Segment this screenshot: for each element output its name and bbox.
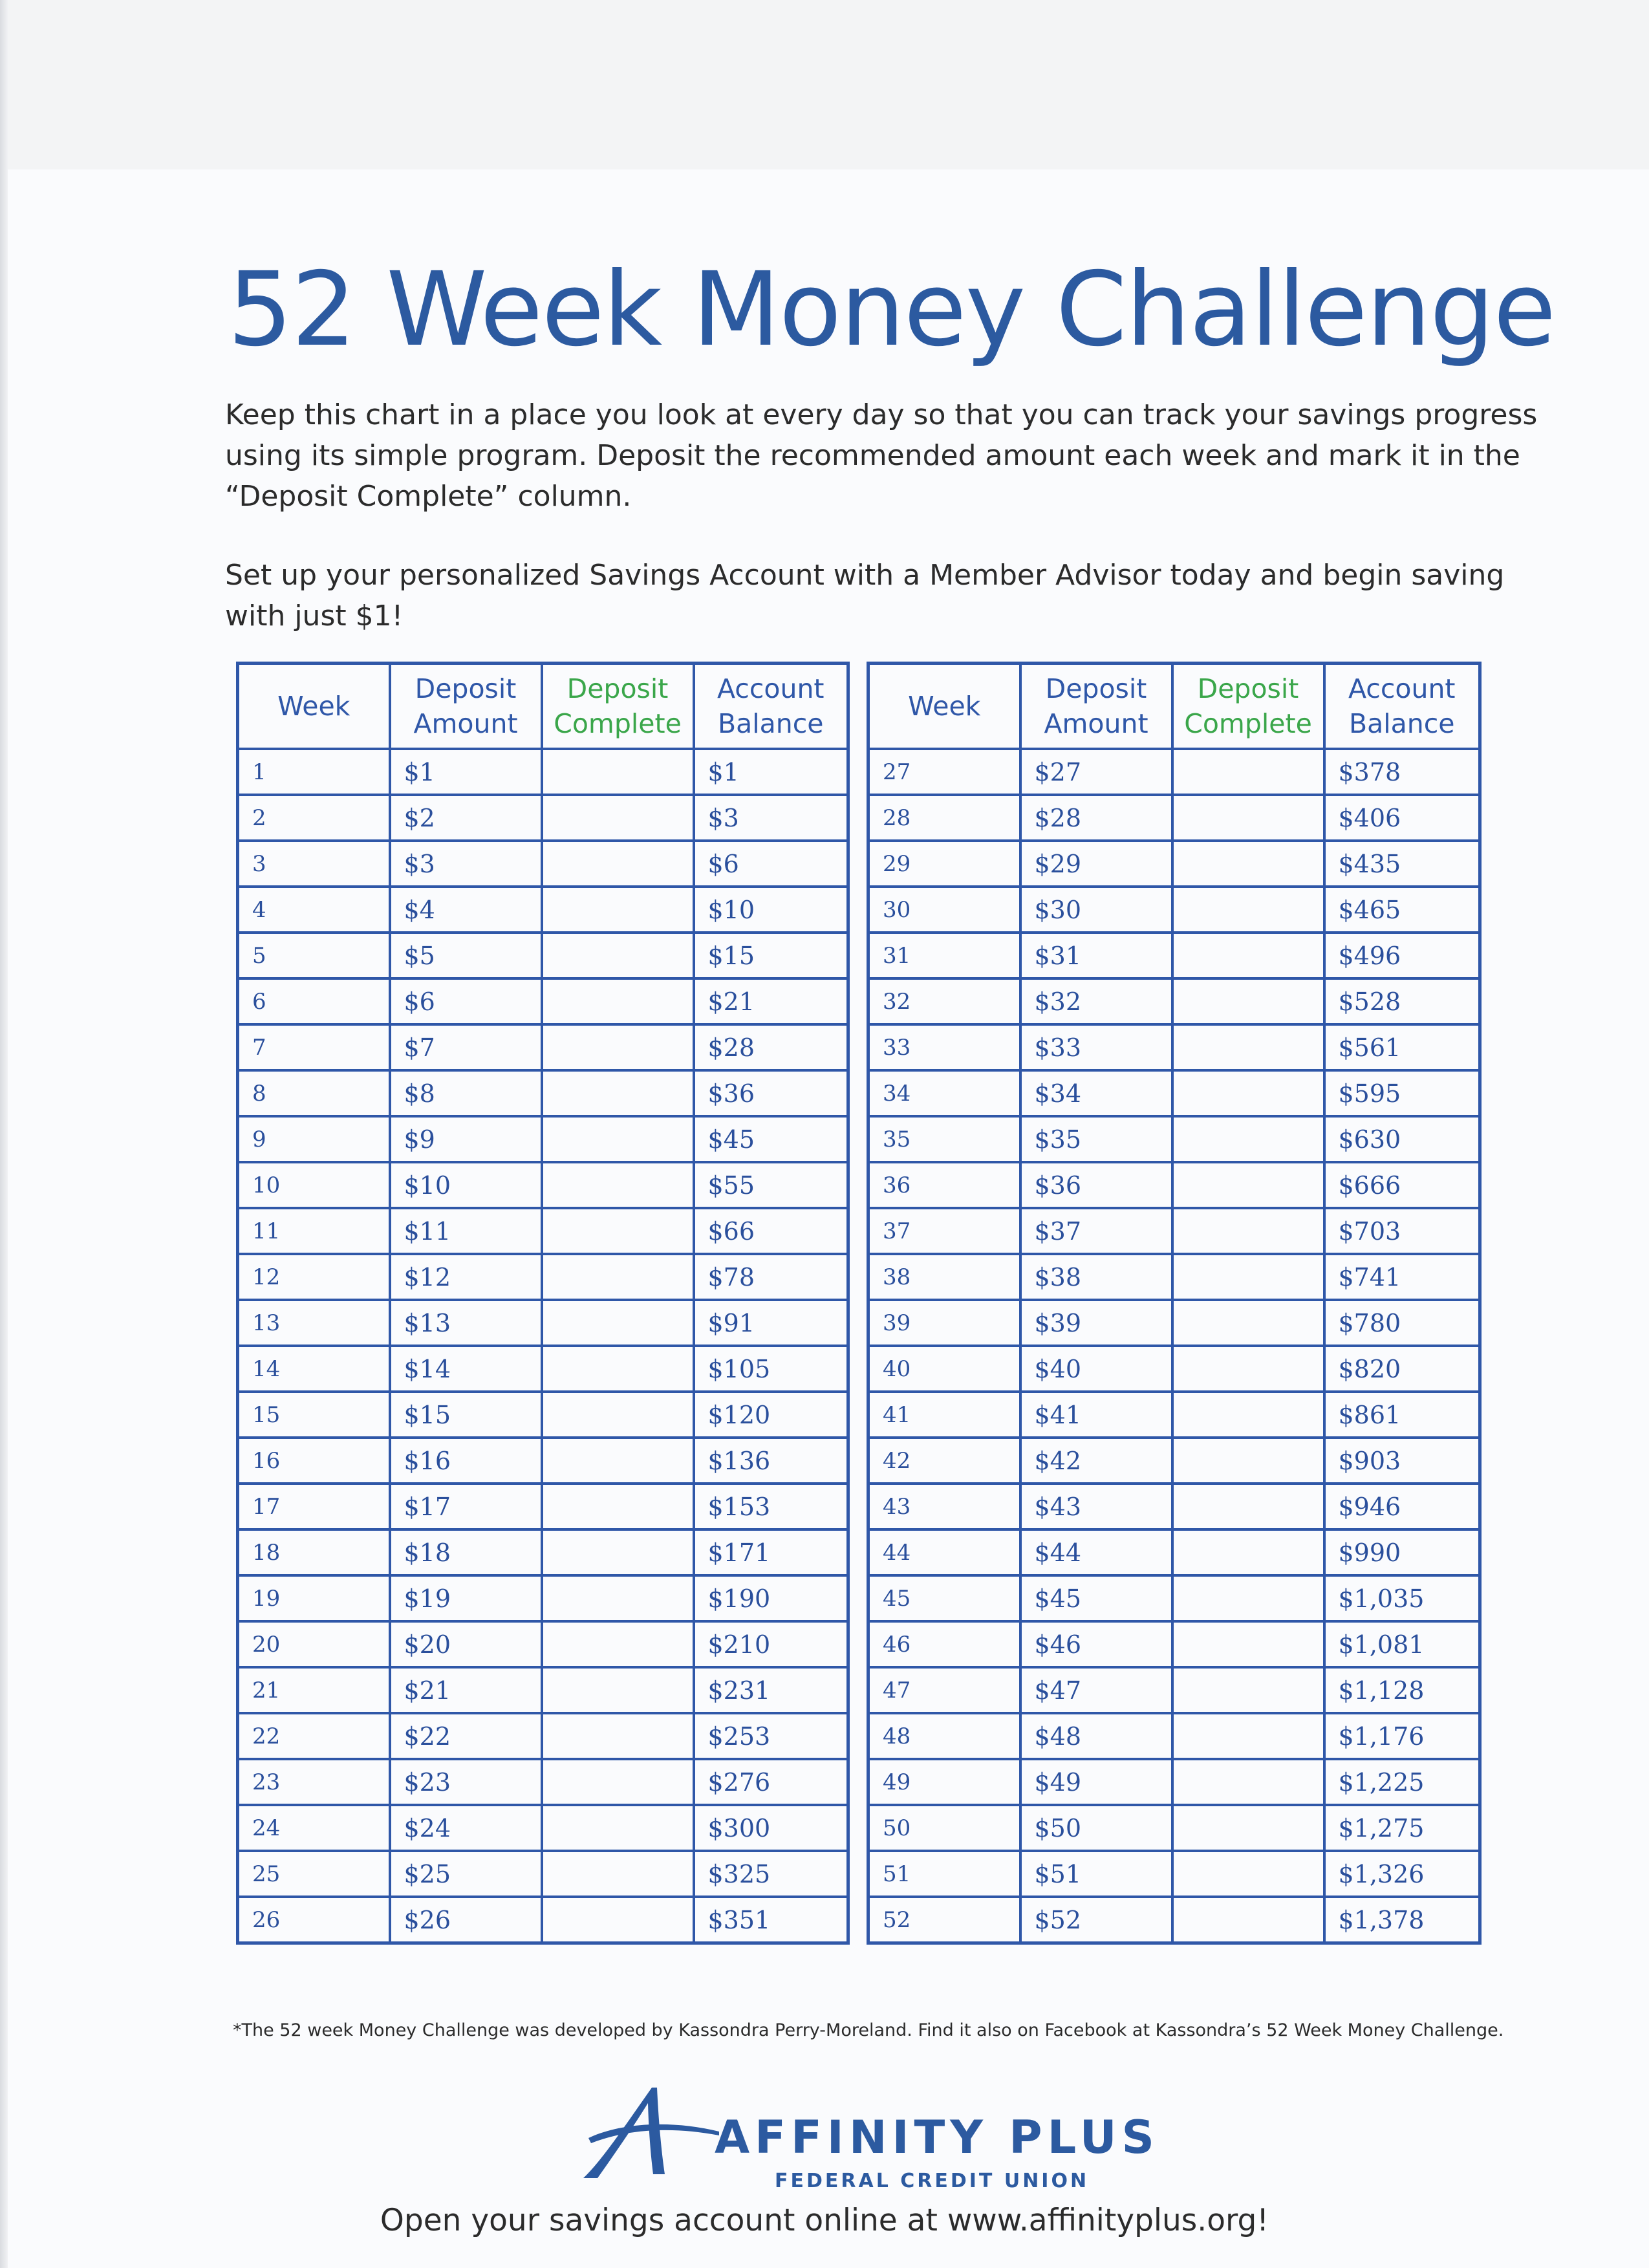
account-balance-cell: $325 — [694, 1851, 848, 1897]
deposit-amount-cell: $14 — [390, 1346, 542, 1392]
table-row — [868, 1575, 1480, 1621]
deposit-amount-cell: $5 — [390, 933, 542, 978]
deposit-amount-cell: $15 — [390, 1392, 542, 1438]
table-row — [238, 1024, 848, 1070]
account-balance-cell: $231 — [694, 1667, 848, 1713]
account-balance-cell: $1,081 — [1324, 1621, 1480, 1667]
deposit-amount-header: Deposit Amount — [390, 664, 542, 750]
deposit-amount-cell: $30 — [1020, 887, 1172, 933]
week-cell: 1 — [238, 749, 390, 795]
table-row — [238, 841, 848, 887]
table-row — [868, 1529, 1480, 1575]
deposit-complete-cell[interactable] — [1172, 1162, 1324, 1208]
call-to-action: Open your savings account online at www.affinityplus.org! — [380, 2203, 1269, 2238]
table-row — [868, 1805, 1480, 1851]
deposit-amount-cell: $40 — [1020, 1346, 1172, 1392]
deposit-complete-cell[interactable] — [542, 1667, 694, 1713]
week-cell: 10 — [238, 1162, 390, 1208]
deposit-complete-cell[interactable] — [1172, 1392, 1324, 1438]
deposit-complete-cell[interactable] — [1172, 1116, 1324, 1162]
table-row — [868, 1162, 1480, 1208]
week-cell: 27 — [868, 749, 1020, 795]
deposit-complete-cell[interactable] — [1172, 1621, 1324, 1667]
table-row — [868, 1438, 1480, 1484]
week-cell: 22 — [238, 1713, 390, 1759]
week-cell: 31 — [868, 933, 1020, 978]
account-balance-cell: $1,128 — [1324, 1667, 1480, 1713]
week-cell: 29 — [868, 841, 1020, 887]
deposit-amount-cell: $36 — [1020, 1162, 1172, 1208]
week-header: Week — [868, 664, 1020, 750]
table-row — [238, 1897, 848, 1943]
deposit-complete-cell[interactable] — [542, 1392, 694, 1438]
table-row — [868, 749, 1480, 795]
deposit-amount-cell: $39 — [1020, 1300, 1172, 1346]
savings-table-weeks-27-52 — [867, 662, 1482, 1945]
deposit-complete-cell[interactable] — [1172, 887, 1324, 933]
table-row — [868, 1713, 1480, 1759]
account-balance-cell: $190 — [694, 1575, 848, 1621]
week-cell: 12 — [238, 1254, 390, 1300]
account-balance-cell: $276 — [694, 1759, 848, 1805]
week-cell: 35 — [868, 1116, 1020, 1162]
week-cell: 24 — [238, 1805, 390, 1851]
account-balance-cell: $990 — [1324, 1529, 1480, 1575]
deposit-amount-cell: $31 — [1020, 933, 1172, 978]
deposit-complete-cell[interactable] — [1172, 933, 1324, 978]
week-cell: 14 — [238, 1346, 390, 1392]
deposit-complete-cell[interactable] — [1172, 1759, 1324, 1805]
deposit-amount-cell: $4 — [390, 887, 542, 933]
deposit-complete-cell[interactable] — [1172, 978, 1324, 1024]
affinity-a-logo-icon — [576, 2084, 724, 2181]
account-balance-cell: $1,326 — [1324, 1851, 1480, 1897]
table-row — [238, 1254, 848, 1300]
deposit-complete-cell[interactable] — [542, 1024, 694, 1070]
account-balance-cell: $1,176 — [1324, 1713, 1480, 1759]
account-balance-cell: $78 — [694, 1254, 848, 1300]
week-cell: 20 — [238, 1621, 390, 1667]
table-row — [238, 1759, 848, 1805]
deposit-amount-cell: $45 — [1020, 1575, 1172, 1621]
account-balance-cell: $21 — [694, 978, 848, 1024]
table-row — [238, 1300, 848, 1346]
week-cell: 9 — [238, 1116, 390, 1162]
table-row — [238, 978, 848, 1024]
account-balance-cell: $820 — [1324, 1346, 1480, 1392]
account-balance-cell: $136 — [694, 1438, 848, 1484]
week-header: Week — [238, 664, 390, 750]
week-cell: 44 — [868, 1529, 1020, 1575]
deposit-complete-header: Deposit Complete — [542, 664, 694, 750]
week-cell: 3 — [238, 841, 390, 887]
deposit-amount-cell: $35 — [1020, 1116, 1172, 1162]
week-cell: 6 — [238, 978, 390, 1024]
week-cell: 51 — [868, 1851, 1020, 1897]
deposit-amount-cell: $43 — [1020, 1484, 1172, 1529]
table-row — [238, 1208, 848, 1254]
deposit-amount-cell: $37 — [1020, 1208, 1172, 1254]
account-balance-cell: $45 — [694, 1116, 848, 1162]
table-row — [868, 1346, 1480, 1392]
account-balance-cell: $528 — [1324, 978, 1480, 1024]
deposit-complete-cell[interactable] — [542, 1438, 694, 1484]
deposit-amount-cell: $38 — [1020, 1254, 1172, 1300]
deposit-amount-cell: $24 — [390, 1805, 542, 1851]
deposit-amount-header: Deposit Amount — [1020, 664, 1172, 750]
deposit-amount-cell: $3 — [390, 841, 542, 887]
deposit-complete-cell[interactable] — [1172, 1208, 1324, 1254]
deposit-complete-cell[interactable] — [542, 1484, 694, 1529]
deposit-amount-cell: $2 — [390, 795, 542, 841]
deposit-complete-cell[interactable] — [1172, 1484, 1324, 1529]
deposit-complete-cell[interactable] — [542, 933, 694, 978]
account-balance-cell: $903 — [1324, 1438, 1480, 1484]
table-row — [238, 1484, 848, 1529]
table-row — [238, 887, 848, 933]
deposit-amount-cell: $13 — [390, 1300, 542, 1346]
table-row — [868, 978, 1480, 1024]
account-balance-cell: $595 — [1324, 1070, 1480, 1116]
table-row — [238, 1851, 848, 1897]
deposit-complete-cell[interactable] — [1172, 1667, 1324, 1713]
table-row — [868, 1667, 1480, 1713]
table-row — [868, 1116, 1480, 1162]
week-cell: 19 — [238, 1575, 390, 1621]
week-cell: 13 — [238, 1300, 390, 1346]
footnote: *The 52 week Money Challenge was developed by Kassondra Perry-Moreland. Find it also on Facebook at Kassondra’s 52 Week Money Challenge. — [233, 2020, 1504, 2040]
week-cell: 34 — [868, 1070, 1020, 1116]
account-balance-cell: $946 — [1324, 1484, 1480, 1529]
account-balance-cell: $210 — [694, 1621, 848, 1667]
deposit-complete-cell[interactable] — [1172, 1851, 1324, 1897]
deposit-complete-header: Deposit Complete — [1172, 664, 1324, 750]
deposit-amount-cell: $49 — [1020, 1759, 1172, 1805]
week-cell: 11 — [238, 1208, 390, 1254]
table-row — [238, 1162, 848, 1208]
deposit-complete-cell[interactable] — [542, 795, 694, 841]
account-balance-cell: $561 — [1324, 1024, 1480, 1070]
table-row — [868, 1897, 1480, 1943]
week-cell: 4 — [238, 887, 390, 933]
table-row — [238, 1805, 848, 1851]
table-row — [238, 933, 848, 978]
week-cell: 8 — [238, 1070, 390, 1116]
week-cell: 38 — [868, 1254, 1020, 1300]
deposit-complete-cell[interactable] — [1172, 1897, 1324, 1943]
deposit-complete-cell[interactable] — [542, 1897, 694, 1943]
table-row — [868, 795, 1480, 841]
table-row — [868, 1392, 1480, 1438]
deposit-amount-cell: $21 — [390, 1667, 542, 1713]
week-cell: 40 — [868, 1346, 1020, 1392]
account-balance-cell: $1,275 — [1324, 1805, 1480, 1851]
deposit-complete-cell[interactable] — [1172, 749, 1324, 795]
deposit-amount-cell: $46 — [1020, 1621, 1172, 1667]
deposit-amount-cell: $16 — [390, 1438, 542, 1484]
week-cell: 30 — [868, 887, 1020, 933]
deposit-complete-cell[interactable] — [1172, 1438, 1324, 1484]
table-row — [238, 1529, 848, 1575]
deposit-complete-cell[interactable] — [542, 1529, 694, 1575]
week-cell: 18 — [238, 1529, 390, 1575]
week-cell: 42 — [868, 1438, 1020, 1484]
deposit-complete-cell[interactable] — [542, 1116, 694, 1162]
table-row — [238, 1667, 848, 1713]
account-balance-cell: $3 — [694, 795, 848, 841]
week-cell: 23 — [238, 1759, 390, 1805]
account-balance-cell: $861 — [1324, 1392, 1480, 1438]
deposit-complete-cell[interactable] — [542, 978, 694, 1024]
table-row — [868, 1070, 1480, 1116]
account-balance-cell: $496 — [1324, 933, 1480, 978]
deposit-complete-cell[interactable] — [1172, 795, 1324, 841]
deposit-amount-cell: $9 — [390, 1116, 542, 1162]
deposit-amount-cell: $22 — [390, 1713, 542, 1759]
deposit-complete-cell[interactable] — [1172, 1300, 1324, 1346]
table-row — [238, 1346, 848, 1392]
week-cell: 15 — [238, 1392, 390, 1438]
deposit-complete-cell[interactable] — [542, 1208, 694, 1254]
deposit-amount-cell: $1 — [390, 749, 542, 795]
account-balance-cell: $66 — [694, 1208, 848, 1254]
account-balance-cell: $666 — [1324, 1162, 1480, 1208]
deposit-complete-cell[interactable] — [542, 1254, 694, 1300]
week-cell: 47 — [868, 1667, 1020, 1713]
deposit-amount-cell: $42 — [1020, 1438, 1172, 1484]
week-cell: 21 — [238, 1667, 390, 1713]
account-balance-header: Account Balance — [694, 664, 848, 750]
week-cell: 28 — [868, 795, 1020, 841]
account-balance-cell: $153 — [694, 1484, 848, 1529]
table-row — [868, 1208, 1480, 1254]
week-cell: 45 — [868, 1575, 1020, 1621]
deposit-amount-cell: $6 — [390, 978, 542, 1024]
deposit-amount-cell: $29 — [1020, 841, 1172, 887]
table-row — [868, 933, 1480, 978]
account-balance-cell: $1,225 — [1324, 1759, 1480, 1805]
table-row — [238, 1392, 848, 1438]
deposit-amount-cell: $11 — [390, 1208, 542, 1254]
deposit-complete-cell[interactable] — [542, 1162, 694, 1208]
table-row — [868, 841, 1480, 887]
scan-top-strip — [0, 0, 1649, 171]
deposit-complete-cell[interactable] — [542, 1575, 694, 1621]
deposit-amount-cell: $48 — [1020, 1713, 1172, 1759]
deposit-complete-cell[interactable] — [1172, 1805, 1324, 1851]
deposit-complete-cell[interactable] — [542, 1621, 694, 1667]
intro-paragraph-1: Keep this chart in a place you look at every day so that you can track your savings progress using its simple program. Deposit the recommended amount each week and mark it in the “Deposit Complete” column. — [225, 398, 1538, 513]
week-cell: 39 — [868, 1300, 1020, 1346]
account-balance-cell: $91 — [694, 1300, 848, 1346]
table-header-row — [868, 664, 1480, 750]
page-title: 52 Week Money Challenge — [228, 250, 1555, 369]
deposit-amount-cell: $20 — [390, 1621, 542, 1667]
deposit-amount-cell: $32 — [1020, 978, 1172, 1024]
deposit-complete-cell[interactable] — [1172, 1024, 1324, 1070]
account-balance-cell: $630 — [1324, 1116, 1480, 1162]
deposit-complete-cell[interactable] — [542, 749, 694, 795]
deposit-complete-cell[interactable] — [1172, 1254, 1324, 1300]
week-cell: 5 — [238, 933, 390, 978]
table-row — [868, 1024, 1480, 1070]
deposit-amount-cell: $50 — [1020, 1805, 1172, 1851]
deposit-amount-cell: $47 — [1020, 1667, 1172, 1713]
account-balance-cell: $105 — [694, 1346, 848, 1392]
week-cell: 36 — [868, 1162, 1020, 1208]
deposit-amount-cell: $34 — [1020, 1070, 1172, 1116]
account-balance-cell: $435 — [1324, 841, 1480, 887]
scan-left-edge — [0, 0, 8, 2268]
deposit-complete-cell[interactable] — [542, 1851, 694, 1897]
account-balance-cell: $36 — [694, 1070, 848, 1116]
table-row — [868, 1759, 1480, 1805]
week-cell: 41 — [868, 1392, 1020, 1438]
table-row — [238, 1621, 848, 1667]
deposit-amount-cell: $10 — [390, 1162, 542, 1208]
account-balance-cell: $780 — [1324, 1300, 1480, 1346]
deposit-amount-cell: $28 — [1020, 795, 1172, 841]
account-balance-cell: $1,378 — [1324, 1897, 1480, 1943]
deposit-amount-cell: $44 — [1020, 1529, 1172, 1575]
table-row — [868, 887, 1480, 933]
week-cell: 52 — [868, 1897, 1020, 1943]
week-cell: 32 — [868, 978, 1020, 1024]
week-cell: 48 — [868, 1713, 1020, 1759]
table-row — [868, 1851, 1480, 1897]
deposit-complete-cell[interactable] — [542, 841, 694, 887]
account-balance-cell: $28 — [694, 1024, 848, 1070]
week-cell: 37 — [868, 1208, 1020, 1254]
account-balance-cell: $300 — [694, 1805, 848, 1851]
table-row — [238, 1713, 848, 1759]
account-balance-cell: $406 — [1324, 795, 1480, 841]
table-row — [868, 1621, 1480, 1667]
table-row — [868, 1484, 1480, 1529]
account-balance-cell: $741 — [1324, 1254, 1480, 1300]
table-header-row — [238, 664, 848, 750]
table-row — [238, 1070, 848, 1116]
week-cell: 7 — [238, 1024, 390, 1070]
week-cell: 43 — [868, 1484, 1020, 1529]
account-balance-cell: $120 — [694, 1392, 848, 1438]
deposit-amount-cell: $26 — [390, 1897, 542, 1943]
account-balance-cell: $10 — [694, 887, 848, 933]
deposit-complete-cell[interactable] — [542, 1300, 694, 1346]
account-balance-cell: $465 — [1324, 887, 1480, 933]
table-row — [868, 1300, 1480, 1346]
deposit-complete-cell[interactable] — [542, 1346, 694, 1392]
account-balance-cell: $15 — [694, 933, 848, 978]
deposit-complete-cell[interactable] — [1172, 841, 1324, 887]
account-balance-header: Account Balance — [1324, 664, 1480, 750]
week-cell: 49 — [868, 1759, 1020, 1805]
deposit-complete-cell[interactable] — [1172, 1070, 1324, 1116]
deposit-amount-cell: $41 — [1020, 1392, 1172, 1438]
deposit-amount-cell: $23 — [390, 1759, 542, 1805]
deposit-complete-cell[interactable] — [1172, 1575, 1324, 1621]
week-cell: 17 — [238, 1484, 390, 1529]
week-cell: 26 — [238, 1897, 390, 1943]
intro-paragraph-2: Set up your personalized Savings Account with a Member Advisor today and begin saving with just $1! — [225, 559, 1505, 632]
table-row — [238, 1438, 848, 1484]
week-cell: 46 — [868, 1621, 1020, 1667]
week-cell: 25 — [238, 1851, 390, 1897]
brand-subtitle: FEDERAL CREDIT UNION — [775, 2170, 1090, 2192]
account-balance-cell: $1 — [694, 749, 848, 795]
deposit-amount-cell: $12 — [390, 1254, 542, 1300]
deposit-complete-cell[interactable] — [1172, 1713, 1324, 1759]
account-balance-cell: $253 — [694, 1713, 848, 1759]
deposit-complete-cell[interactable] — [542, 1759, 694, 1805]
week-cell: 2 — [238, 795, 390, 841]
brand-name: AFFINITY PLUS — [715, 2111, 1159, 2164]
deposit-amount-cell: $51 — [1020, 1851, 1172, 1897]
deposit-amount-cell: $7 — [390, 1024, 542, 1070]
account-balance-cell: $171 — [694, 1529, 848, 1575]
savings-table-weeks-1-26 — [236, 662, 850, 1945]
deposit-complete-cell[interactable] — [1172, 1529, 1324, 1575]
account-balance-cell: $378 — [1324, 749, 1480, 795]
deposit-amount-cell: $18 — [390, 1529, 542, 1575]
deposit-amount-cell: $27 — [1020, 749, 1172, 795]
deposit-complete-cell[interactable] — [542, 1805, 694, 1851]
account-balance-cell: $6 — [694, 841, 848, 887]
account-balance-cell: $55 — [694, 1162, 848, 1208]
deposit-complete-cell[interactable] — [1172, 1346, 1324, 1392]
deposit-complete-cell[interactable] — [542, 1713, 694, 1759]
deposit-amount-cell: $19 — [390, 1575, 542, 1621]
account-balance-cell: $351 — [694, 1897, 848, 1943]
account-balance-cell: $1,035 — [1324, 1575, 1480, 1621]
deposit-amount-cell: $8 — [390, 1070, 542, 1116]
table-row — [868, 1254, 1480, 1300]
table-row — [238, 1116, 848, 1162]
table-row — [238, 1575, 848, 1621]
deposit-complete-cell[interactable] — [542, 1070, 694, 1116]
week-cell: 50 — [868, 1805, 1020, 1851]
account-balance-cell: $703 — [1324, 1208, 1480, 1254]
table-row — [238, 795, 848, 841]
deposit-amount-cell: $17 — [390, 1484, 542, 1529]
deposit-amount-cell: $25 — [390, 1851, 542, 1897]
week-cell: 33 — [868, 1024, 1020, 1070]
table-row — [238, 749, 848, 795]
week-cell: 16 — [238, 1438, 390, 1484]
deposit-complete-cell[interactable] — [542, 887, 694, 933]
deposit-amount-cell: $52 — [1020, 1897, 1172, 1943]
deposit-amount-cell: $33 — [1020, 1024, 1172, 1070]
